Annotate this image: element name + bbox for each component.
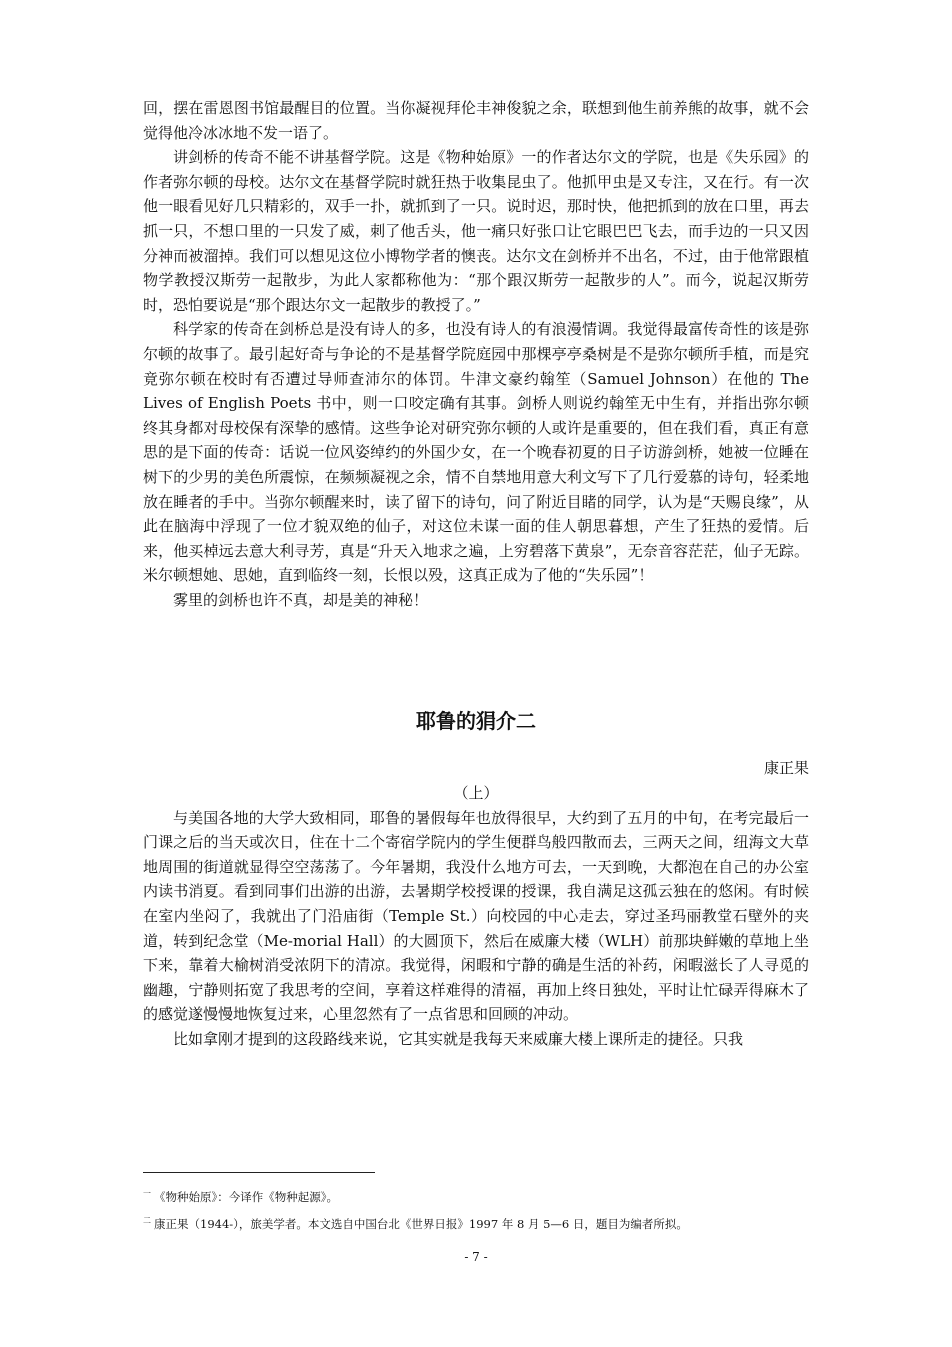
part-label: （上） (453, 784, 499, 803)
essay-title: 耶鲁的狷介二 (416, 709, 536, 734)
footnote-marker: 二 (143, 1215, 151, 1225)
footnote-text: 《物种始原》：今译作《物种起源》。 (154, 1189, 338, 1204)
footnote-1 (143, 1182, 809, 1209)
footnote-divider (143, 1172, 375, 1173)
paragraph: 雾里的剑桥也许不真，却是美的神秘！ (173, 590, 429, 609)
paragraph: 讲剑桥的传奇不能不讲基督学院。这是《物种始原》一的作者达尔文的学院，也是《失乐园》的作者弥尔顿的母校。达尔文在基督学院时就狂热于收集昆虫了。他抓甲虫是又专注，又在行。有一次他一眼看见好几只精彩的，双手一扑，就抓到了一只。说时迟，那时快，他把抓到的放在口里，再去抓一只，不想口里的一只发了威，刺了他舌头，他一痛只好张口让它眼巴巴飞去，而手边的一只又因分神而被溜掉。我们可以想见这位小博物学者的懊丧。达尔文在剑桥并不出名，不过，由于他常跟植物学教授汉斯劳一起散步，为此人家都称他为：“那个跟汉斯劳一起散步的人”。而今，说起汉斯劳时，恐怕要说是“那个跟达尔文一起散步的教授了。” (143, 148, 809, 314)
footnote-2 (143, 1209, 809, 1236)
author-name: 康正果 (763, 759, 809, 778)
footnotes (143, 1182, 809, 1236)
paragraph: 科学家的传奇在剑桥总是没有诗人的多，也没有诗人的有浪漫情调。我觉得最富传奇性的该是弥尔顿的故事了。最引起好奇与争论的不是基督学院庭园中那棵亭亭桑树是不是弥尔顿所手植，而是究竟弥尔顿在校时有否遭过导师查沛尔的体罚。牛津文豪约翰笙（Samuel Johnson）在他的 The Lives of English Poets 书中，则一口咬定确有其事。剑桥人则说约翰笙无中生有，并指出弥尔顿终其身都对母校保有深挚的感情。这些争论对研究弥尔顿的人或许是重要的，但在我们看，真正有意思的是下面的传奇：话说一位风姿绰约的外国少女，在一个晚春初夏的日子访游剑桥，她被一位睡在树下的少男的美色所震惊，在频频凝视之余，情不自禁地用意大利文写下了几行爱慕的诗句，轻柔地放在睡者的手中。当弥尔顿醒来时，读了留下的诗句，问了附近目睹的同学，认为是“天赐良缘”，从此在脑海中浮现了一位才貌双绝的仙子，对这位未谋一面的佳人朝思暮想，产生了狂热的爱情。后来，他买棹远去意大利寻芳，真是“升天入地求之遍，上穷碧落下黄泉”，无奈音容茫茫，仙子无踪。米尔顿想她、思她，直到临终一刻，长恨以殁，这真正成为了他的“失乐园”！ (143, 320, 809, 585)
paragraph: 与美国各地的大学大致相同，耶鲁的暑假每年也放得很早，大约到了五月的中旬，在考完最后一门课之后的当天或次日，住在十二个寄宿学院内的学生便群鸟般四散而去，三两天之间，纽海文大草地周围的街道就显得空空荡荡了。今年暑期，我没什么地方可去，一天到晚，大都泡在自己的办公室内读书消夏。看到同事们出游的出游，去暑期学校授课的授课，我自满足这孤云独在的悠闲。有时候在室内坐闷了，我就出了门沿庙街（Temple St.）向校园的中心走去，穿过圣玛丽教堂石壁外的夹道，转到纪念堂（Me-morial Hall）的大圆顶下，然后在威廉大楼（WLH）前那块鲜嫩的草地上坐下来，靠着大榆树消受浓阴下的清凉。我觉得，闲暇和宁静的确是生活的补药，闲暇滋长了人寻觅的幽趣，宁静则拓宽了我思考的空间，享着这样难得的清福，再加上终日独处，平时让忙碌弄得麻木了的感觉遂慢慢地恢复过来，心里忽然有了一点省思和回顾的冲动。 (143, 808, 809, 1024)
footnote-marker: 一 (143, 1189, 151, 1198)
paragraph: 回，摆在雷恩图书馆最醒目的位置。当你凝视拜伦丰神俊貌之余，联想到他生前养熊的故事，就不会觉得他冷冰冰地不发一语了。 (143, 99, 809, 142)
page-body (143, 96, 809, 1052)
footnote-text: 康正果（1944-），旅美学者。本文选自中国台北《世界日报》1997 年 8 月 5—6 日，题目为编者所拟。 (154, 1216, 688, 1231)
paragraph: 比如拿刚才提到的这段路线来说，它其实就是我每天来威廉大楼上课所走的捷径。只我 (173, 1030, 744, 1048)
page-number: - 7 - (464, 1250, 488, 1264)
